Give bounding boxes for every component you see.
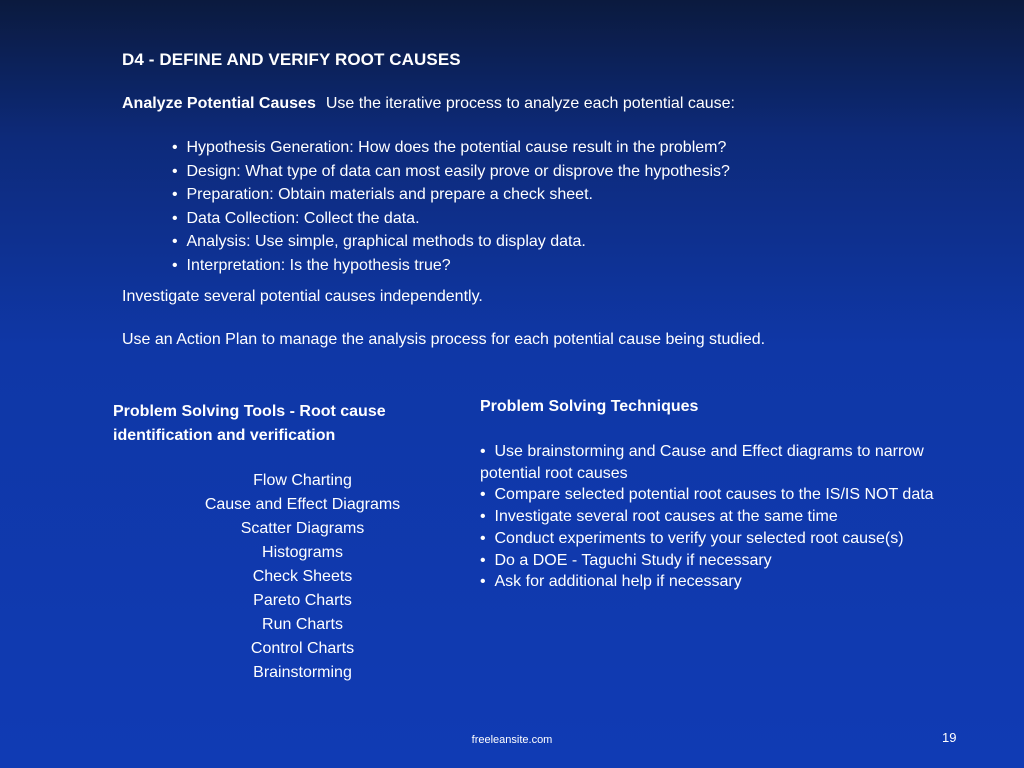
tool-item: Pareto Charts: [253, 592, 352, 609]
tool-item: Flow Charting: [253, 472, 352, 489]
footer-site: freeleansite.com: [471, 734, 553, 746]
tool-item: Brainstorming: [253, 664, 352, 681]
process-step: • Design: What type of data can most easily prove or disprove the hypothesis?: [172, 160, 730, 184]
process-step: • Interpretation: Is the hypothesis true?: [172, 254, 730, 278]
technique-item: • Do a DOE - Taguchi Study if necessary: [480, 550, 935, 572]
slide-title: D4 - DEFINE AND VERIFY ROOT CAUSES: [122, 50, 461, 69]
technique-item: • Conduct experiments to verify your selected root cause(s): [480, 528, 935, 550]
analyze-intro: [122, 95, 735, 113]
techniques-heading: Problem Solving Techniques: [480, 398, 699, 415]
analyze-text: Use the iterative process to analyze each potential cause:: [325, 95, 735, 112]
technique-item: • Compare selected potential root causes to the IS/IS NOT data: [480, 484, 935, 506]
tool-item: Run Charts: [262, 616, 343, 633]
process-step: • Data Collection: Collect the data.: [172, 207, 730, 231]
tool-item: Scatter Diagrams: [240, 520, 365, 537]
process-step: • Hypothesis Generation: How does the potential cause result in the problem?: [172, 136, 730, 160]
tools-heading: Problem Solving Tools - Root cause identification and verification: [113, 403, 386, 444]
tool-item: Control Charts: [250, 640, 355, 657]
tool-item: Histograms: [262, 544, 343, 561]
technique-item: • Use brainstorming and Cause and Effect diagrams to narrow potential root causes: [480, 441, 935, 484]
tool-item: Check Sheets: [252, 568, 353, 585]
analyze-label: Analyze Potential Causes: [122, 95, 316, 112]
process-step: • Preparation: Obtain materials and prepare a check sheet.: [172, 183, 730, 207]
page-number: 19: [942, 730, 957, 745]
techniques-list: [480, 441, 935, 593]
technique-item: • Investigate several root causes at the same time: [480, 506, 935, 528]
tool-item: Cause and Effect Diagrams: [204, 496, 401, 513]
paragraph-investigate: Investigate several potential causes independently.: [122, 288, 483, 305]
process-steps-list: [172, 136, 730, 278]
technique-item: • Ask for additional help if necessary: [480, 571, 935, 593]
paragraph-action-plan: Use an Action Plan to manage the analysis process for each potential cause being studied.: [122, 331, 766, 348]
process-step: • Analysis: Use simple, graphical methods to display data.: [172, 230, 730, 254]
tools-list: [150, 469, 455, 685]
